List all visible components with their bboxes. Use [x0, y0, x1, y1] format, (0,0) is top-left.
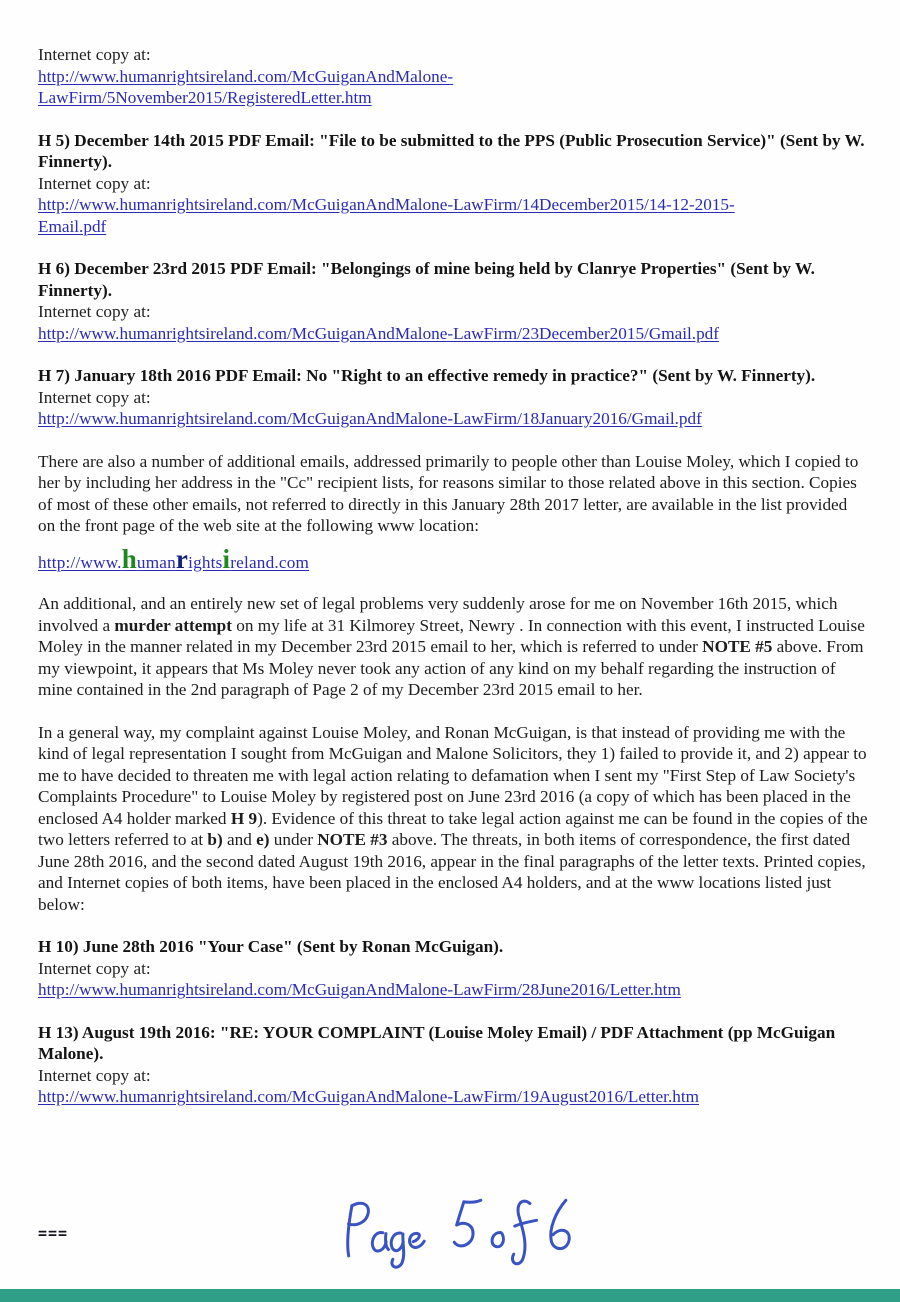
internet-copy-label: Internet copy at:	[38, 173, 151, 193]
paragraph-additional-emails: There are also a number of additional emails, addressed primarily to people other than Louise Moley, which I copied to her by including her address in the "Cc" recipient lists, for reasons similar to those related above in this section. Copies of most of these other emails, not referred to directly in this January 28th 2017 letter, are available in the list provided on the front page of the web site at the following www location:	[38, 451, 859, 535]
hyperlink-14dec2015-line1[interactable]: http://www.humanrightsireland.com/McGuiganAndMalone-LawFirm/14December2015/14-12-2015-	[38, 195, 735, 214]
text-run: ). Evidence of this threat to take legal action against me can be found in the copies of the two letters referred to at	[38, 808, 868, 849]
bold-h9: H 9	[230, 808, 258, 828]
hyperlink-14dec2015-line2[interactable]: Email.pdf	[38, 216, 107, 236]
paragraph-murder-attempt	[38, 593, 868, 701]
internet-copy-label: Internet copy at:	[38, 958, 151, 978]
homepage-link-part: reland.com	[230, 552, 310, 572]
separator-mark: ===	[38, 1224, 69, 1242]
homepage-link-part: http://www.	[38, 552, 122, 572]
bold-note-3: NOTE #3	[317, 830, 388, 849]
internet-copy-label: Internet copy at:	[38, 45, 151, 64]
bold-murder-attempt: murder attempt	[114, 615, 232, 635]
homepage-link-big-r: r	[175, 543, 189, 574]
text-run: and	[222, 830, 257, 849]
hyperlink-18jan2016[interactable]: http://www.humanrightsireland.com/McGuiganAndMalone-LawFirm/18January2016/Gmail.pdf	[38, 409, 702, 428]
hyperlink-28june2016[interactable]: http://www.humanrightsireland.com/McGuiganAndMalone-LawFirm/28June2016/Letter.htm	[38, 980, 681, 999]
homepage-link-big-h: h	[121, 543, 137, 574]
bold-note-5: NOTE #5	[702, 637, 773, 656]
text-run: under	[269, 830, 318, 849]
text-run: In a general way, my complaint against Louise Moley, and Ronan McGuigan, is that instead of providing me with the kind of legal representation I sought from McGuigan and Malone Solicitors, they 1) failed to provide it, and 2) appear to me to have decided to threaten me with legal action relating to defamation when I sent my "First Step of Law Society's Complaints Procedure" to Louise Moley by registered post on June 23rd 2016 (a copy of which has been placed in the enclosed A4 holder marked	[38, 722, 867, 828]
homepage-link-big-i: i	[222, 543, 231, 574]
heading-h10: H 10) June 28th 2016 "Your Case" (Sent by Ronan McGuigan).	[38, 937, 504, 956]
paragraph-complaint	[38, 722, 868, 916]
internet-copy-label: Internet copy at:	[38, 1065, 151, 1085]
text-run: An additional, and an entirely new set of legal problems very suddenly arose for me on November 16th 2015, which involved a	[38, 594, 838, 635]
internet-copy-label: Internet copy at:	[38, 302, 151, 321]
letter-body	[38, 44, 868, 1108]
text-run: on my life at 31 Kilmorey Street, Newry . In connection with this event, I instructed Louise Moley in the manner related in my December 23rd 2015 email to her, which is referred to under	[38, 615, 865, 656]
heading-h6: H 6) December 23rd 2015 PDF Email: "Belongings of mine being held by Clanrye Properties" (Sent by W. Finnerty).	[38, 259, 815, 300]
internet-copy-label: Internet copy at:	[38, 387, 151, 407]
heading-h13: H 13) August 19th 2016: "RE: YOUR COMPLAINT (Louise Moley Email) / PDF Attachment (pp McGuigan Malone).	[38, 1022, 836, 1063]
bold-b: b)	[207, 830, 223, 849]
hyperlink-23dec2015[interactable]: http://www.humanrightsireland.com/McGuiganAndMalone-LawFirm/23December2015/Gmail.pdf	[38, 323, 719, 343]
homepage-link-part: uman	[136, 552, 176, 572]
hyperlink-registered-letter-line2[interactable]: LawFirm/5November2015/RegisteredLetter.htm	[38, 88, 372, 107]
text-run: above. From my viewpoint, it appears that Ms Moley never took any action of any kind on my behalf regarding the instruction of mine contained in the 2nd paragraph of Page 2 of my December 23rd 2015 email to her.	[38, 637, 864, 699]
handwritten-page-number	[334, 1190, 587, 1281]
heading-h7: H 7) January 18th 2016 PDF Email: No "Right to an effective remedy in practice?" (Sent by W. Finnerty).	[38, 366, 816, 385]
text-run: above. The threats, in both items of correspondence, the first dated June 28th 2016, and the second dated August 19th 2016, appear in the final paragraphs of the letter texts. Printed copies, and Internet copies of both items, have been placed in the enclosed A4 holders, and at the www locations listed just below:	[38, 830, 866, 914]
heading-h5: H 5) December 14th 2015 PDF Email: "File to be submitted to the PPS (Public Prosecution Service)" (Sent by W. Finnerty).	[38, 130, 865, 171]
hyperlink-homepage[interactable]	[38, 543, 868, 574]
scanner-edge-bar	[0, 1289, 900, 1302]
hyperlink-19august2016[interactable]: http://www.humanrightsireland.com/McGuiganAndMalone-LawFirm/19August2016/Letter.htm	[38, 1087, 699, 1106]
hyperlink-registered-letter-line1[interactable]: http://www.humanrightsireland.com/McGuiganAndMalone-	[38, 66, 454, 86]
homepage-link-part: ights	[188, 552, 223, 572]
bold-e: e)	[256, 830, 270, 849]
